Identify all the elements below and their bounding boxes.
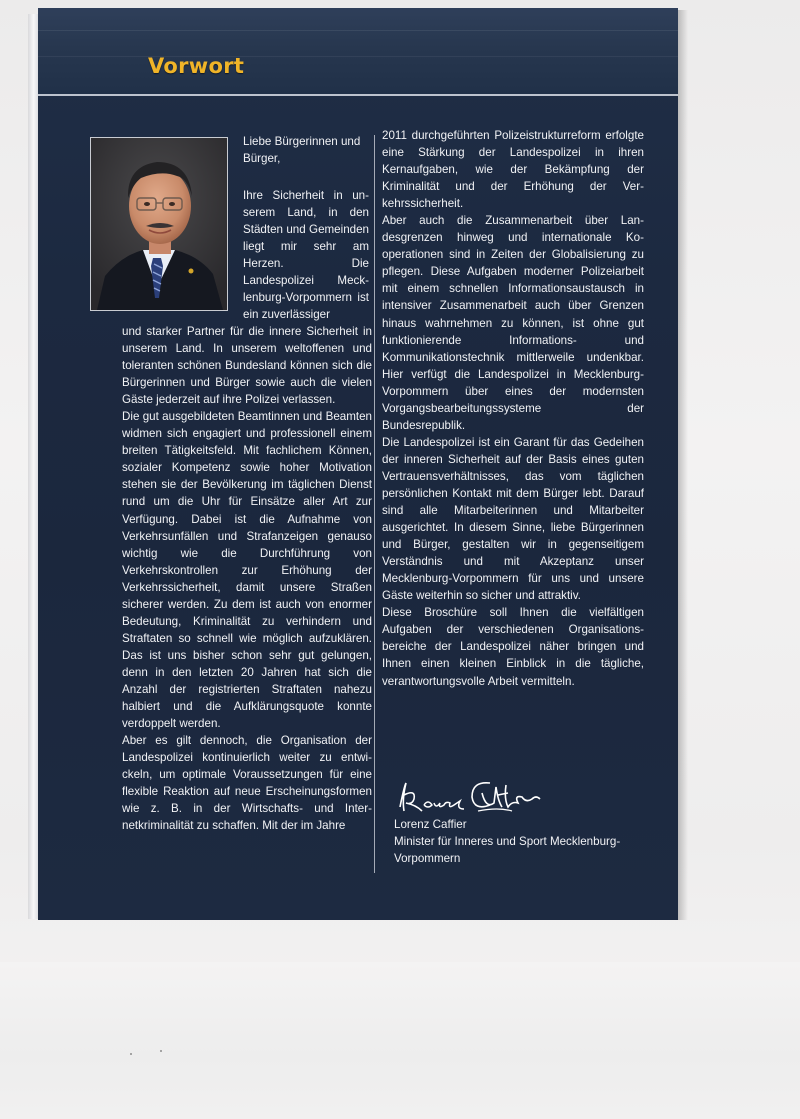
right-paragraph: Die Landespolizei ist ein Garant für das Gedeihen der inneren Sicherheit auf der Basis eines guten Vertrauensverhältnisses, das vom täglichen persönlichen Kontakt mit dem Bürger lebt. Darauf sind alle Mitarbeiterinnen und Mitarbeiter ausgerichtet. In diesem Sinne, liebe Bürgerinnen und Bürger, gestalten wir in gegenseitigem Verständnis und mit Akzeptanz unser Mecklenburg-Vorpommern für uns und unsere Gäste weiterhin so sicher und attraktiv. xyxy=(382,435,644,603)
signature-block xyxy=(394,816,664,867)
left-paragraph: Die gut ausgebildeten Beamtinnen und Beamten widmen sich engagiert und professionell einem breiten Tätigkeitsfeld. Mit fachlichem Können, sozialer Kompetenz sowie hoher Motivation stehen sie der Bevölkerung im täglichen Dienst rund um die Uhr für Einsätze aller Art zur Verfügung. Dabei ist die Aufnahme von Verkehrsunfällen und Strafanzeigen genauso wichtig wie die Durchführung von Verkehrskontrollen zur Erhöhung der Verkehrssicherheit, damit unsere Straßen sicherer werden. Zu dem ist auch von enormer Bedeutung, Kriminalität zu verhindern und Straftaten so schnell wie möglich aufzuklären. Das ist uns bisher schon sehr gut gelungen, denn in den letzten 20 Jahren hat sich die Anzahl der registrierten Straftaten nahezu halbiert und die Aufklärungsquote konnte verdoppelt werden. xyxy=(122,410,372,731)
page-title: Vorwort xyxy=(148,54,245,78)
header-rule xyxy=(38,94,678,96)
right-column xyxy=(382,127,644,690)
left-paragraph: Aber es gilt dennoch, die Organisation der Landespolizei kontinuierlich weiter zu entwickeln, um optimale Voraussetzungen für eine flexible Reaktion auf neue Erscheinungsformen wie z. B. in der Wirtschafts- und Internetkriminalität zu schaffen. Mit der im Jahre xyxy=(122,734,372,833)
letter-opening-paragraph xyxy=(243,187,369,323)
right-paragraph: Diese Broschüre soll Ihnen die vielfältigen Aufgaben der verschiedenen Organisationsbereiche der Landespolizei näher bringen und Ihnen einen kleinen Einblick in die tägliche, verantwortungsvolle Arbeit vermitteln. xyxy=(382,606,644,688)
column-divider xyxy=(374,135,375,873)
greeting-text: Liebe Bürgerinnen und Bürger, xyxy=(243,135,361,166)
header-band xyxy=(38,8,678,96)
scan-speck xyxy=(160,1050,162,1052)
scan-speck xyxy=(130,1053,132,1055)
signatory-title: Minister für Inneres und Sport Mecklenburg-Vorpommern xyxy=(394,835,621,866)
opening-text: Ihre Sicherheit in unserem Land, in den Städten und Gemeinden liegt mir sehr am Herzen. Die Landespolizei Mecklenburg-Vorpommern ist ein zuverlässiger xyxy=(243,189,369,322)
scan-lower-band xyxy=(0,962,800,1119)
portrait-photo xyxy=(90,137,228,311)
left-column xyxy=(122,323,372,834)
handwritten-signature xyxy=(394,773,544,821)
signatory-name: Lorenz Caffier xyxy=(394,818,467,831)
left-paragraph: und starker Partner für die innere Sicherheit in unserem Land. In unserem weltoffenen und toleranten schönen Bundesland können sich die Bürgerinnen und Bürger sowie auch die vielen Gäste jederzeit auf ihre Polizei verlassen. xyxy=(122,325,372,407)
right-paragraph: Aber auch die Zusammenarbeit über Landesgrenzen hinweg und internationale Kooperationen sind in Zeiten der Globalisierung zu pflegen. Diese Aufgaben moderner Polizeiarbeit mit einem schnellen Informationsaustausch in intensiver Zusammenarbeit auch über Grenzen hinaus wahrnehmen zu können, ist ohne gut funktionierende Informations- und Kommunikationstechnik mittlerweile undenkbar. Hier verfügt die Landespolizei in Mecklenburg-Vorpommern über eines der modernsten Vorgangsbearbeitungssysteme der Bundesrepublik. xyxy=(382,214,644,432)
portrait-illustration xyxy=(91,138,227,310)
brochure-page xyxy=(38,8,678,920)
right-paragraph: 2011 durchgeführten Polizeistrukturreform erfolgte eine Stärkung der Landespolizei in ihren Kernaufgaben, wie der Bekämpfung der Kriminalität und der Erhöhung der Verkehrssicherheit. xyxy=(382,129,644,211)
letter-greeting xyxy=(243,133,363,167)
